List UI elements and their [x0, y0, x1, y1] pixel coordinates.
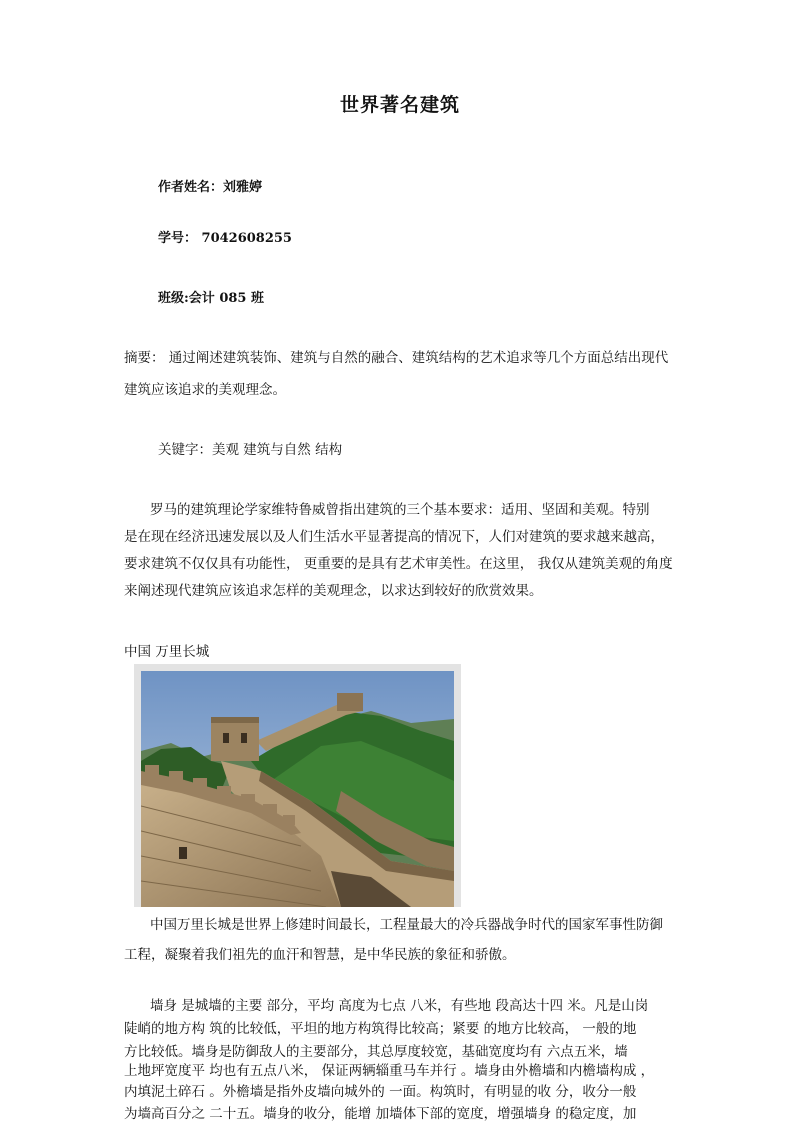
abstract-line: 建筑应该追求的美观理念。 [124, 382, 286, 398]
abstract-line: 摘要： 通过阐述建筑装饰、建筑与自然的融合、建筑结构的艺术追求等几个方面总结出现代 [124, 350, 669, 366]
wall-body-line: 墙身 是城墙的主要 部分，平均 高度为七点 八米，有些地 段高达十四 米。凡是山岗 [150, 998, 649, 1014]
wall-body-line: 为墙高百分之 二十五。墙身的收分，能增 加墙体下部的宽度，增强墙身 的稳定度，加 [124, 1106, 637, 1122]
intro-line: 要求建筑不仅仅具有功能性， 更重要的是具有艺术审美性。在这里， 我仅从建筑美观的角度 [124, 556, 673, 572]
intro-line: 是在现在经济迅速发展以及人们生活水平显著提高的情况下，人们对建筑的要求越来越高， [124, 529, 664, 545]
intro-line: 罗马的建筑理论学家维特鲁威曾指出建筑的三个基本要求：适用、坚固和美观。特别 [150, 502, 650, 518]
intro-line: 来阐述现代建筑应该追求怎样的美观理念，以求达到较好的欣赏效果。 [124, 583, 543, 599]
great-wall-line: 工程，凝聚着我们祖先的血汗和智慧，是中华民族的象征和骄傲。 [124, 947, 516, 963]
document-title: 世界著名建筑 [339, 94, 460, 116]
class-line: 班级:会计 085 班 [158, 291, 264, 306]
great-wall-line: 中国万里长城是世界上修建时间最长，工程量最大的冷兵器战争时代的国家军事性防御 [150, 917, 663, 933]
wall-body-line: 内填泥土碎石 。外檐墙是指外皮墙向城外的 一面。构筑时，有明显的收 分，收分一般 [124, 1084, 637, 1100]
great-wall-photo [134, 664, 461, 907]
author-line: 作者姓名：刘雅婷 [158, 180, 263, 195]
student-id-line: 学号： 7042608255 [158, 231, 292, 246]
great-wall-image [141, 671, 454, 907]
keywords-line: 关键字：美观 建筑与自然 结构 [158, 442, 343, 458]
wall-body-line: 上地坪宽度平 均也有五点八米， 保证两辆辎重马车并行 。墙身由外檐墙和内檐墙构成 ， [124, 1063, 655, 1079]
section-heading: 中国 万里长城 [124, 644, 210, 660]
wall-body-line: 方比较低。墙身是防御敌人的主要部分，其总厚度较宽，基础宽度均有 六点五米，墙 [124, 1044, 628, 1060]
wall-body-line: 陡峭的地方构 筑的比较低，平坦的地方构筑得比较高；紧要 的地方比较高， 一般的地 [124, 1021, 637, 1037]
